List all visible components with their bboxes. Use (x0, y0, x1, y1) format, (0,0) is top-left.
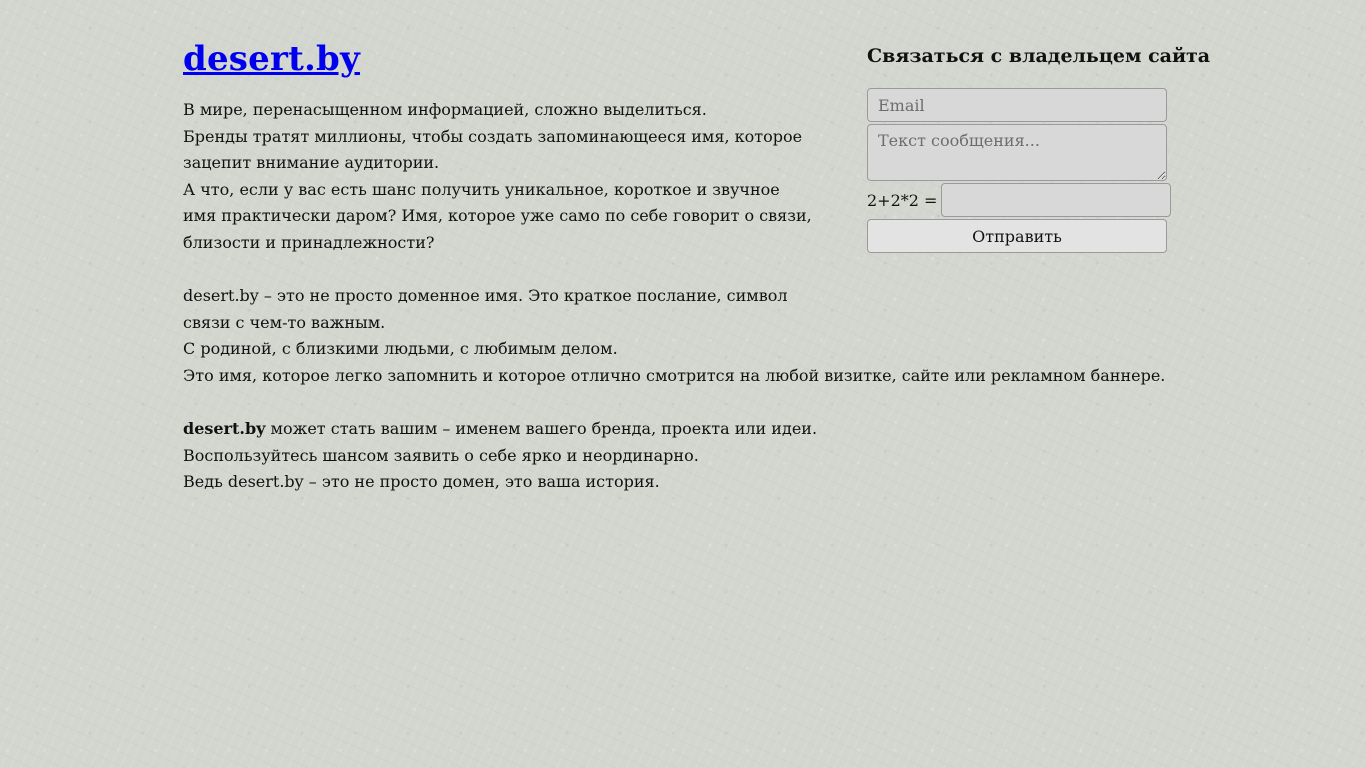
intro-paragraph (183, 97, 813, 257)
intro-line-2: Бренды тратят миллионы, чтобы создать запоминающееся имя, которое зацепит внимание аудитории. (183, 126, 803, 173)
site-title-link[interactable]: desert.by (183, 39, 360, 79)
contact-form (867, 42, 1211, 253)
closing-paragraph (183, 416, 1168, 496)
about-line-3: Это имя, которое легко запомнить и которое отлично смотрится на любой визитке, сайте или рекламном баннере. (183, 365, 1166, 385)
closing-line-3: Ведь desert.by – это не просто домен, это ваша история. (183, 472, 660, 492)
captcha-label: 2+2*2 = (867, 190, 938, 210)
captcha-row (867, 183, 1187, 217)
closing-line-1 (183, 416, 1168, 443)
about-paragraph (183, 283, 1168, 389)
page-wrapper (183, 0, 1211, 768)
email-input[interactable] (867, 88, 1167, 122)
intro-line-3: А что, если у вас есть шанс получить уникальное, короткое и звучное имя практически даром? Имя, которое уже само по себе говорит о связи, близости и принадлежности? (183, 179, 812, 252)
intro-line-1: В мире, перенасыщенном информацией, сложно выделиться. (183, 100, 707, 119)
closing-line-1-text: может стать вашим – именем вашего бренда, проекта или идеи. (265, 419, 818, 439)
contact-form-title: Связаться с владельцем сайта (867, 45, 1211, 67)
about-line-1: desert.by – это не просто доменное имя. Это краткое послание, символ связи с чем-то важным. (183, 286, 788, 332)
submit-button[interactable]: Отправить (867, 219, 1167, 253)
about-line-2: С родиной, с близкими людьми, с любимым делом. (183, 339, 618, 359)
message-textarea[interactable] (867, 124, 1167, 181)
captcha-input[interactable] (941, 183, 1171, 217)
closing-line-2: Воспользуйтесь шансом заявить о себе ярко и неординарно. (183, 445, 699, 465)
closing-domain-name: desert.by (183, 419, 266, 439)
